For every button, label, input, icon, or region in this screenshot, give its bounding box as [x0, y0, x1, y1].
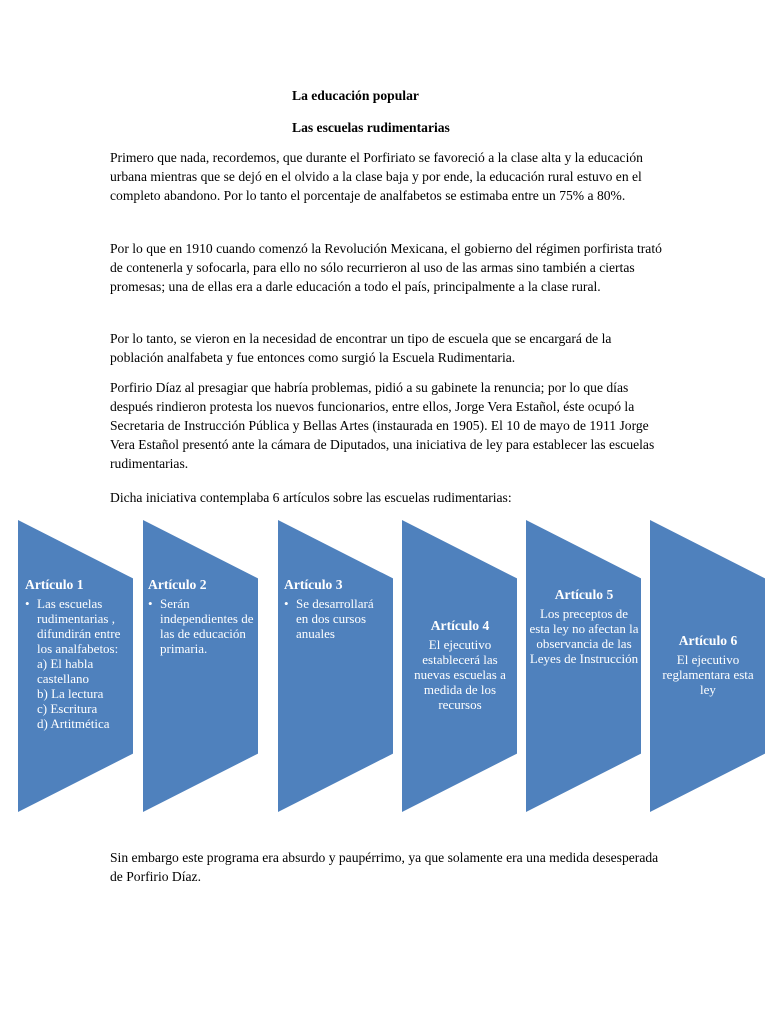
article-bullet-item [25, 596, 125, 731]
paragraph-text: Porfirio Díaz al presagiar que habría problemas, pidió a su gabinete la renuncia; por lo que días después rindieron protesta los nuevos funcionarios, entre ellos, Jorge Vera Estañol, éste ocupó la Secretaria de Instrucción Pública y Bellas Artes (instaurada en 1905). El 10 de mayo de 1911 Jorge Vera Estañol presentó ante la cámara de Diputados, una iniciativa de ley para establecer las escuelas rudimentarias. [110, 380, 655, 471]
paragraph-text: Por lo tanto, se vieron en la necesidad de encontrar un tipo de escuela que se encargará de la población analfabeta y fue entonces como surgió la Escuela Rudimentaria. [110, 331, 612, 365]
chevron-shape-5 [526, 520, 641, 812]
subitem: c) Escritura [37, 701, 98, 716]
paragraph-text: Sin embargo este programa era absurdo y paupérrimo, ya que solamente era una medida desesperada de Porfirio Díaz. [110, 850, 659, 884]
paragraph-text: Primero que nada, recordemos, que durante el Porfiriato se favoreció a la clase alta y la educación urbana mientras que se dejó en el olvido a la clase baja y por ende, la educación rural estuvo en el completo abandono. Por lo tanto el porcentaje de analfabetos se estimaba entre un 75% a 80%. [110, 150, 643, 203]
article-text: Las escuelas rudimentarias , difundirán entre los analfabetos: [37, 596, 121, 656]
subitem: b) La lectura [37, 686, 104, 701]
chevron-shape-3 [278, 520, 393, 812]
paragraph-text: Dicha iniciativa contemplaba 6 artículos sobre las escuelas rudimentarias: [110, 490, 512, 505]
paragraph-5 [110, 488, 666, 507]
article-5 [529, 587, 639, 666]
paragraph-4 [110, 378, 666, 473]
closing-paragraph [110, 848, 666, 886]
article-text: Se desarrollará en dos cursos anuales [296, 596, 374, 641]
article-heading: Artículo 4 [430, 618, 490, 633]
article-text: Los preceptos de esta ley no afectan la observancia de las Leyes de Instrucción [529, 606, 639, 666]
article-3 [284, 577, 384, 641]
article-subitems [37, 656, 125, 731]
bullet-icon: • [148, 596, 153, 611]
article-heading: Artículo 1 [25, 577, 84, 592]
article-heading: Artículo 3 [284, 577, 343, 592]
document-title: La educación popular [292, 88, 419, 103]
bullet-icon: • [25, 596, 30, 611]
paragraph-1 [110, 148, 666, 205]
bullet-icon: • [284, 596, 289, 611]
article-heading: Artículo 5 [554, 587, 614, 602]
article-text: Serán independientes de las de educación primaria. [160, 596, 254, 656]
article-heading: Artículo 6 [678, 633, 738, 648]
article-list [25, 596, 125, 731]
article-bullet-item [148, 596, 256, 656]
article-text: El ejecutivo reglamentara esta ley [662, 652, 754, 697]
article-heading: Artículo 2 [148, 577, 207, 592]
paragraph-text: Por lo que en 1910 cuando comenzó la Revolución Mexicana, el gobierno del régimen porfirista trató de contenerla y sofocarla, para ello no sólo recurrieron al uso de las armas sino también a ciertas promesas; una de ellas era a darle educación a todo el país, principalmente a la clase rural. [110, 241, 662, 294]
article-list [284, 596, 384, 641]
article-bullet-item [284, 596, 384, 641]
chevron-shape-2 [143, 520, 258, 812]
article-6 [654, 633, 762, 697]
subitem: d) Artitmética [37, 716, 110, 731]
article-1 [25, 577, 125, 731]
subitem: a) El habla castellano [37, 656, 94, 686]
article-text: El ejecutivo establecerá las nuevas escuelas a medida de los recursos [414, 637, 506, 712]
paragraph-3 [110, 329, 666, 367]
article-2 [148, 577, 256, 656]
paragraph-2 [110, 239, 666, 296]
document-subtitle: Las escuelas rudimentarias [292, 120, 450, 135]
article-4 [405, 618, 515, 712]
article-list [148, 596, 256, 656]
